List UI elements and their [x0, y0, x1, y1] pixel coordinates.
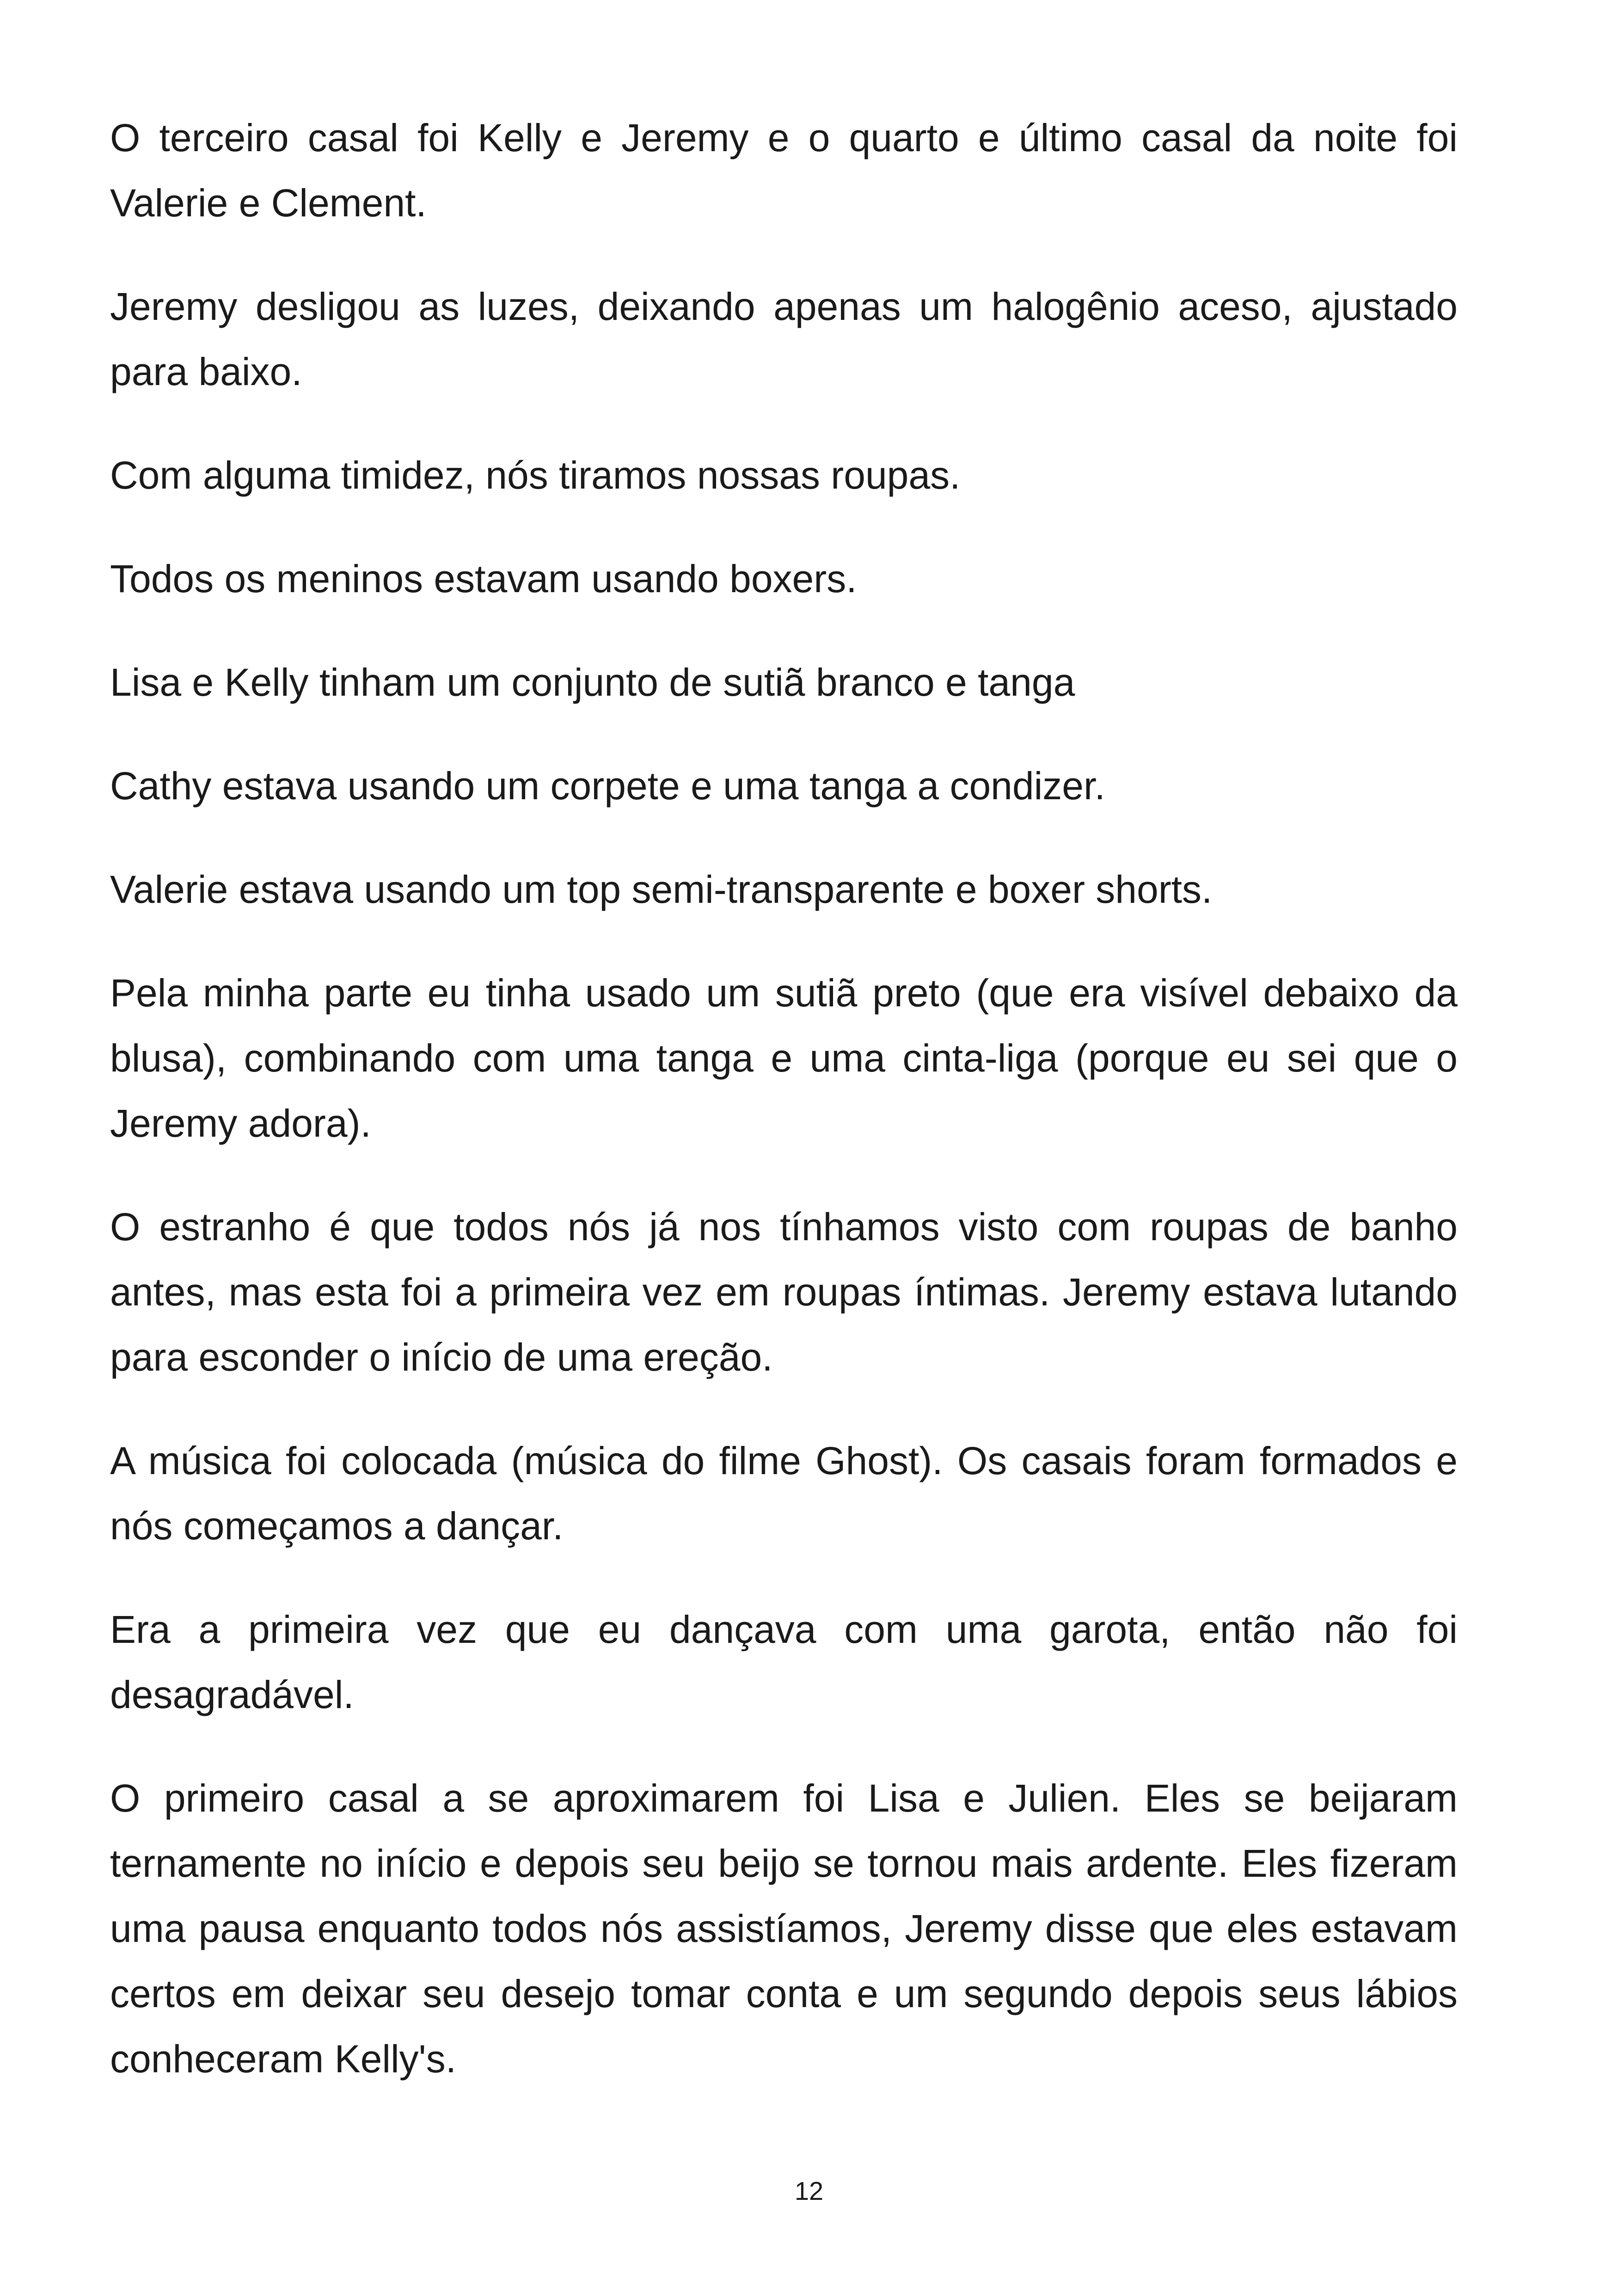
paragraph: O estranho é que todos nós já nos tínhamos visto com roupas de banho antes, mas esta foi a primeira vez em roupas íntimas. Jeremy estava lutando para esconder o início de uma ereção. [110, 1205, 1458, 1379]
paragraph: Pela minha parte eu tinha usado um sutiã preto (que era visível debaixo da blusa), combinando com uma tanga e uma cinta-liga (porque eu sei que o Jeremy adora). [110, 971, 1458, 1145]
paragraph: Jeremy desligou as luzes, deixando apenas um halogênio aceso, ajustado para baixo. [110, 285, 1458, 393]
paragraph: O terceiro casal foi Kelly e Jeremy e o quarto e último casal da noite foi Valerie e Clement. [110, 116, 1458, 225]
paragraph: Era a primeira vez que eu dançava com uma garota, então não foi desagradável. [110, 1608, 1458, 1716]
paragraph: Cathy estava usando um corpete e uma tanga a condizer. [110, 764, 1105, 808]
paragraph: Valerie estava usando um top semi-transparente e boxer shorts. [110, 868, 1213, 911]
paragraph: A música foi colocada (música do filme Ghost). Os casais foram formados e nós começamos a dançar. [110, 1439, 1458, 1548]
document-body [110, 105, 1458, 2130]
page-number: 12 [794, 2176, 824, 2205]
paragraph: O primeiro casal a se aproximarem foi Lisa e Julien. Eles se beijaram ternamente no início e depois seu beijo se tornou mais ardente. Eles fizeram uma pausa enquanto todos nós assistíamos, Jeremy disse que eles estavam certos em deixar seu desejo tomar conta e um segundo depois seus lábios conheceram Kelly's. [110, 1776, 1458, 2081]
paragraph: Todos os meninos estavam usando boxers. [110, 557, 857, 600]
paragraph: Com alguma timidez, nós tiramos nossas roupas. [110, 453, 961, 497]
paragraph: Lisa e Kelly tinham um conjunto de sutiã branco e tanga [110, 661, 1075, 704]
